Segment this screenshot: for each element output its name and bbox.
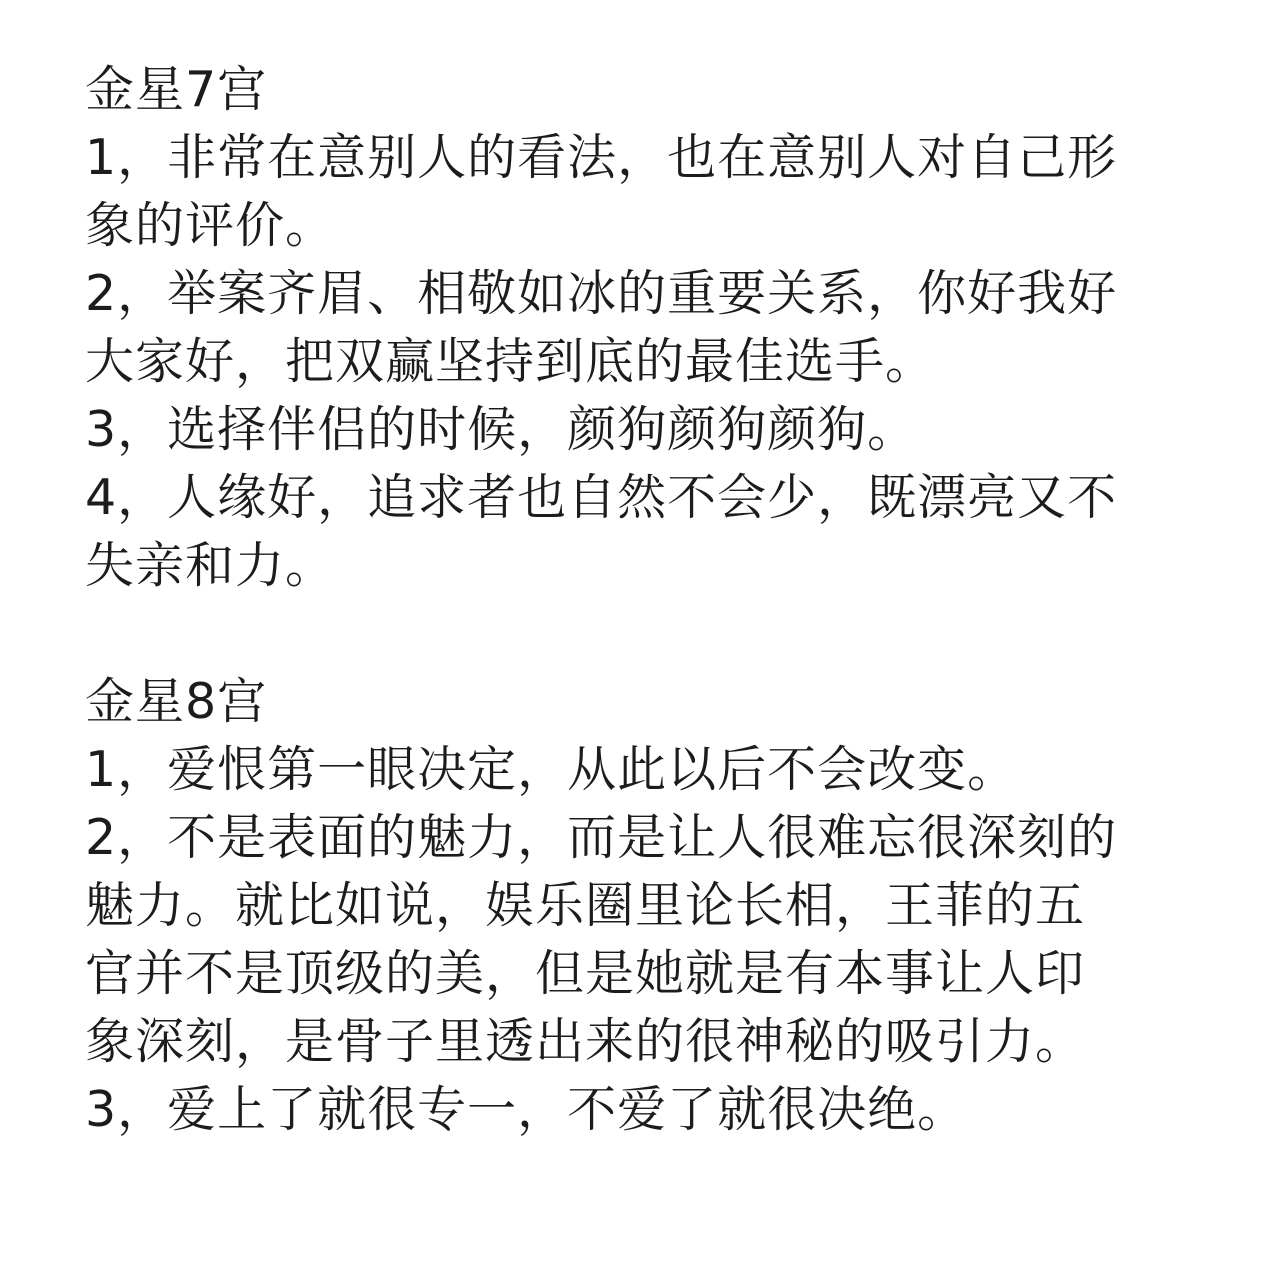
text-line: 魅力。就比如说，娱乐圈里论长相，王菲的五	[85, 877, 1086, 934]
text-line: 4，人缘好，追求者也自然不会少，既漂亮又不	[85, 469, 1118, 526]
section-venus-8th-house	[85, 668, 1205, 1144]
note-body	[85, 56, 1205, 1144]
text-line: 失亲和力。	[85, 537, 336, 594]
text-line: 1，非常在意别人的看法，也在意别人对自己形	[85, 129, 1118, 186]
text-line: 大家好，把双赢坚持到底的最佳选手。	[85, 333, 936, 390]
text-line: 官并不是顶级的美，但是她就是有本事让人印	[85, 945, 1086, 1002]
section-title: 金星8宫	[85, 673, 268, 730]
text-line: 3，爱上了就很专一，不爱了就很决绝。	[85, 1081, 968, 1138]
text-line: 2，不是表面的魅力，而是让人很难忘很深刻的	[85, 809, 1118, 866]
paragraph-gap	[85, 600, 1205, 668]
text-line: 1，爱恨第一眼决定，从此以后不会改变。	[85, 741, 1018, 798]
text-line: 象深刻，是骨子里透出来的很神秘的吸引力。	[85, 1013, 1086, 1070]
section-title: 金星7宫	[85, 61, 268, 118]
text-line: 象的评价。	[85, 197, 336, 254]
text-line: 3，选择伴侣的时候，颜狗颜狗颜狗。	[85, 401, 918, 458]
text-line: 2，举案齐眉、相敬如冰的重要关系，你好我好	[85, 265, 1118, 322]
section-venus-7th-house	[85, 56, 1205, 600]
